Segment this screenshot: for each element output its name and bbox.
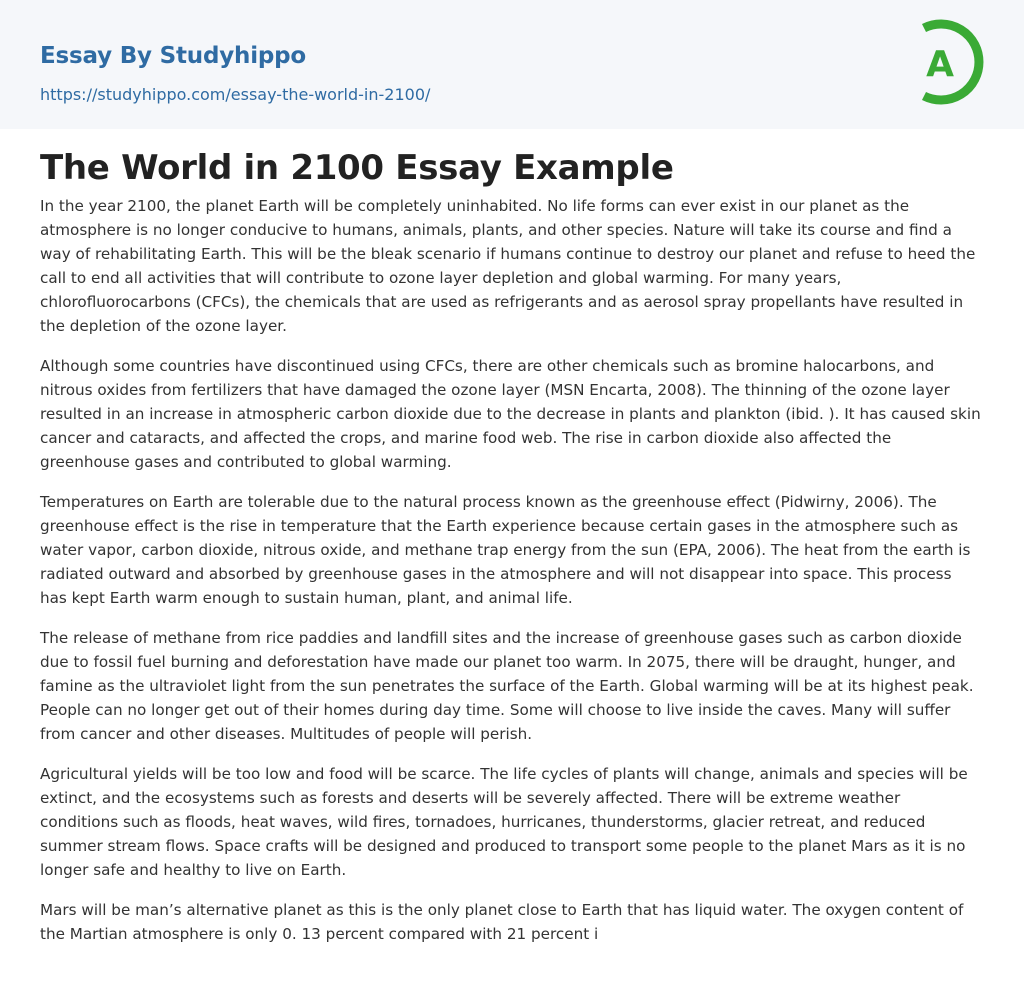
header	[0, 0, 1024, 129]
logo-letter: A	[926, 44, 954, 85]
essay-paragraph: Mars will be man’s alternative planet as this is the only planet close to Earth that has liquid water. The oxygen content of the Martian atmosphere is only 0. 13 percent compared with 21 percent i	[40, 901, 964, 943]
essay-paragraph: Temperatures on Earth are tolerable due to the natural process known as the greenhouse effect (Pidwirny, 2006). The greenhouse effect is the rise in temperature that the Earth experience because certain gases in the atmosphere such as water vapor, carbon dioxide, nitrous oxide, and methane trap energy from the sun (EPA, 2006). The heat from the earth is radiated outward and absorbed by greenhouse gases in the atmosphere and will not disappear into space. This process has kept Earth warm enough to sustain human, plant, and animal life.	[40, 493, 971, 607]
essay-title: The World in 2100 Essay Example	[40, 148, 674, 188]
essay-paragraph: The release of methane from rice paddies and landfill sites and the increase of greenhouse gases such as carbon dioxide due to fossil fuel burning and deforestation have made our planet too warm. In 2075, there will be draught, hunger, and famine as the ultraviolet light from the sun penetrates the surface of the Earth. Global warming will be at its highest peak. People can no longer get out of their homes during day time. Some will choose to live inside the caves. Many will suffer from cancer and other diseases. Multitudes of people will perish.	[40, 629, 974, 743]
essay-paragraph: In the year 2100, the planet Earth will be completely uninhabited. No life forms can ever exist in our planet as the atmosphere is no longer conducive to humans, animals, plants, and other species. Nature will take its course and find a way of rehabilitating Earth. This will be the bleak scenario if humans continue to destroy our planet and refuse to heed the call to end all activities that will contribute to ozone layer depletion and global warming. For many years, chlorofluorocarbons (CFCs), the chemicals that are used as refrigerants and as aerosol spray propellants have resulted in the depletion of the ozone layer.	[40, 197, 976, 335]
essay-paragraph: Agricultural yields will be too low and food will be scarce. The life cycles of plants will change, animals and species will be extinct, and the ecosystems such as forests and deserts will be severely affected. There will be extreme weather conditions such as floods, heat waves, wild fires, tornadoes, hurricanes, thunderstorms, glacier retreat, and reduced summer stream flows. Space crafts will be designed and produced to transport some people to the planet Mars as it is no longer safe and healthy to live on Earth.	[40, 765, 968, 879]
studyhippo-logo-icon[interactable]	[910, 18, 988, 106]
source-url-link[interactable]: https://studyhippo.com/essay-the-world-in-2100/	[40, 85, 431, 104]
essay-paragraph: Although some countries have discontinued using CFCs, there are other chemicals such as bromine halocarbons, and nitrous oxides from fertilizers that have damaged the ozone layer (MSN Encarta, 2008). The thinning of the ozone layer resulted in an increase in atmospheric carbon dioxide due to the decrease in plants and plankton (ibid. ). It has caused skin cancer and cataracts, and affected the crops, and marine food web. The rise in carbon dioxide also affected the greenhouse gases and contributed to global warming.	[40, 357, 981, 471]
site-brand[interactable]: Essay By Studyhippo	[40, 43, 307, 69]
essay-body	[40, 194, 982, 962]
